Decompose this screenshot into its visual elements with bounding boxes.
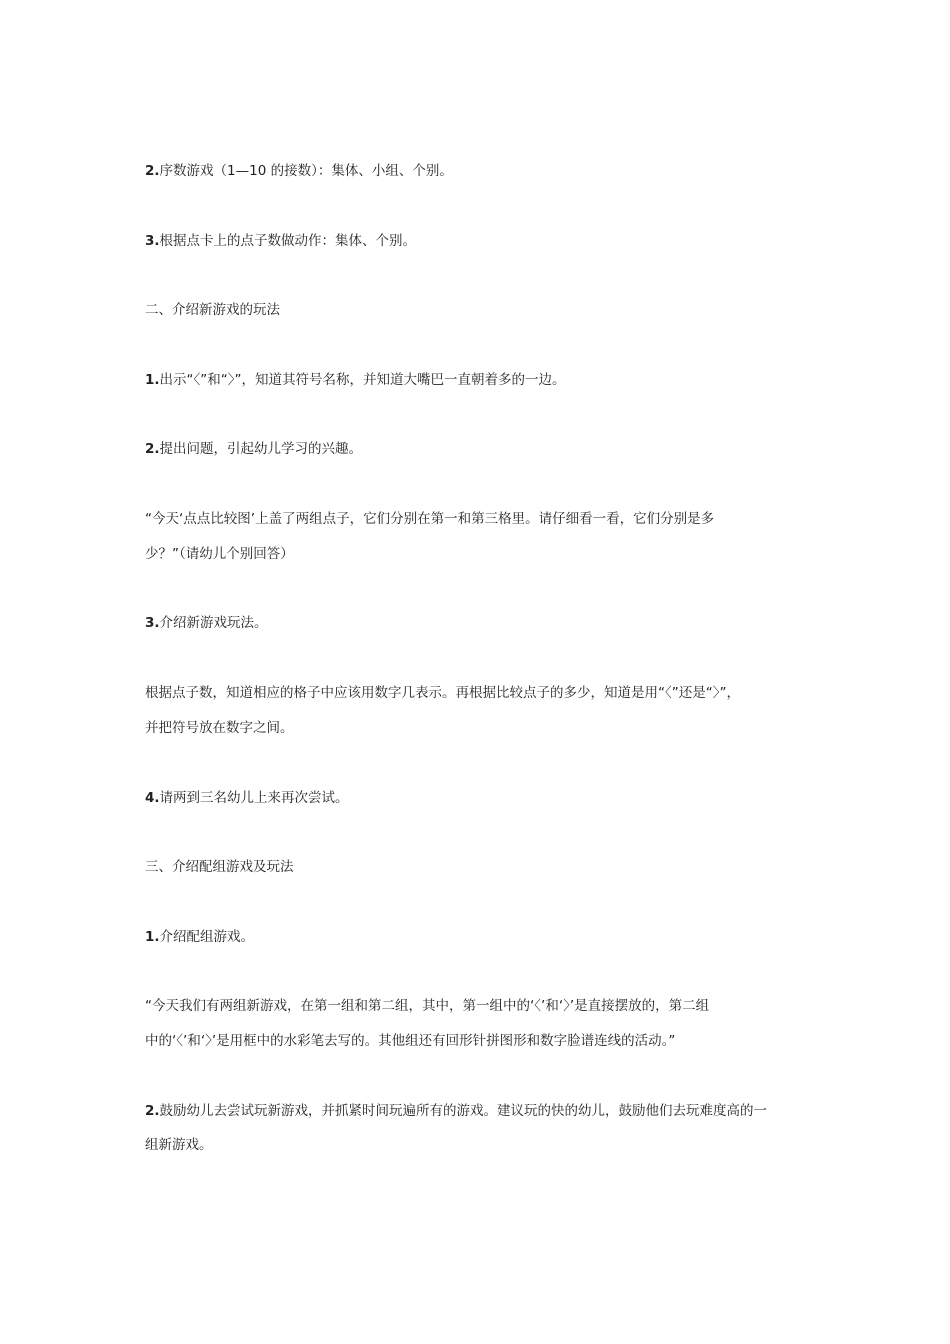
paragraph-line [145,1101,825,1121]
line-text: 根据点子数，知道相应的格子中应该用数字几表示。再根据比较点子的多少，知道是用“〈”还是“〉”， [145,685,740,701]
paragraph-line [145,370,825,390]
item-number: 2. [145,163,160,179]
item-number: 4. [145,790,160,806]
paragraph-line [145,439,825,459]
section-heading [145,300,825,320]
paragraph-line [145,613,825,633]
line-text: 介绍新游戏玩法。 [159,615,268,631]
paragraph-line [145,544,825,564]
line-text: “今天我们有两组新游戏，在第一组和第二组，其中，第一组中的‘〈’和‘〉’是直接摆放的，第二组 [145,998,710,1014]
line-text: 根据点卡上的点子数做动作：集体、个别。 [159,233,417,249]
paragraph-line [145,996,825,1016]
item-number: 1. [145,372,160,388]
line-text: 鼓励幼儿去尝试玩新游戏，并抓紧时间玩遍所有的游戏。建议玩的快的幼儿，鼓励他们去玩难度高的一 [159,1103,768,1119]
paragraph-line [145,509,825,529]
item-number: 3. [145,615,160,631]
line-text: “今天‘点点比较图’上盖了两组点子，它们分别在第一和第三格里。请仔细看一看，它们分别是多 [145,511,715,527]
line-text: 提出问题，引起幼儿学习的兴趣。 [159,441,363,457]
section-heading [145,857,825,877]
item-number: 2. [145,1103,160,1119]
line-text: 组新游戏。 [145,1137,213,1153]
line-text: 并把符号放在数字之间。 [145,720,294,736]
paragraph-line [145,231,825,251]
line-text: 出示“〈”和“〉”，知道其符号名称，并知道大嘴巴一直朝着多的一边。 [159,372,566,388]
line-text: 少？”（请幼儿个别回答） [145,546,294,562]
paragraph-line [145,927,825,947]
paragraph-line [145,1031,825,1051]
line-text: 中的‘〈’和‘〉’是用框中的水彩笔去写的。其他组还有回形针拼图形和数字脸谱连线的活动。” [145,1033,676,1049]
line-text: 二、介绍新游戏的玩法 [145,302,280,318]
paragraph-line [145,718,825,738]
paragraph-line [145,683,825,703]
paragraph-line [145,1135,825,1155]
line-text: 序数游戏（1—10 的接数）：集体、小组、个别。 [159,163,453,179]
line-text: 介绍配组游戏。 [159,929,255,945]
line-text: 请两到三名幼儿上来再次尝试。 [159,790,349,806]
paragraph-line [145,161,825,181]
item-number: 2. [145,441,160,457]
item-number: 3. [145,233,160,249]
item-number: 1. [145,929,160,945]
paragraph-line [145,788,825,808]
line-text: 三、介绍配组游戏及玩法 [145,859,294,875]
